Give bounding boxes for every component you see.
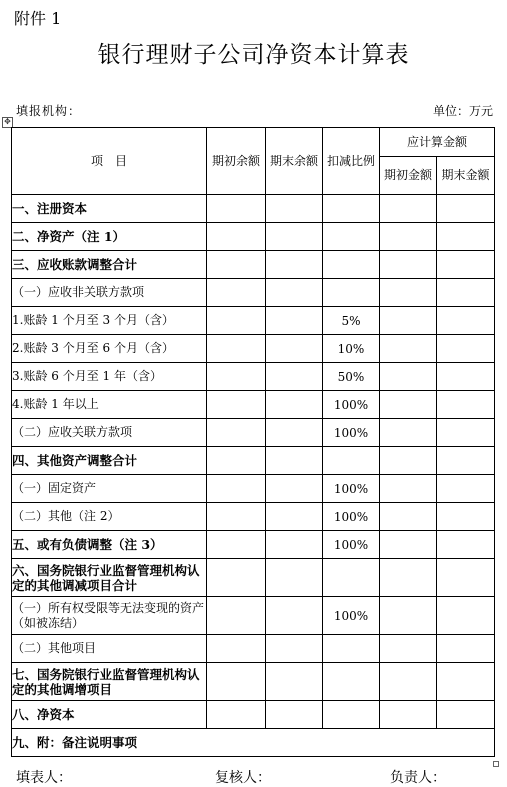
responsible-label: 负责人： (390, 770, 446, 786)
calc-end-cell[interactable] (437, 663, 495, 701)
calc-begin-cell[interactable] (380, 447, 437, 475)
notes-label: 九、附：备注说明事项 (12, 729, 495, 757)
begin-balance-cell[interactable] (207, 195, 266, 223)
row-label: （二）应收关联方款项 (12, 419, 207, 447)
row-label: 七、国务院银行业监督管理机构认定的其他调增项目 (12, 663, 207, 701)
table-row (12, 559, 495, 597)
begin-balance-cell[interactable] (207, 597, 266, 635)
calc-end-cell[interactable] (437, 559, 495, 597)
calc-begin-cell[interactable] (380, 531, 437, 559)
calc-end-cell[interactable] (437, 635, 495, 663)
calc-end-cell[interactable] (437, 475, 495, 503)
calc-end-cell[interactable] (437, 701, 495, 729)
filler-label: 填表人： (16, 770, 72, 786)
end-balance-cell[interactable] (266, 335, 323, 363)
calc-begin-cell[interactable] (380, 503, 437, 531)
row-label: （一）应收非关联方款项 (12, 279, 207, 307)
end-balance-cell[interactable] (266, 391, 323, 419)
row-label: 一、注册资本 (12, 195, 207, 223)
calc-end-cell[interactable] (437, 503, 495, 531)
end-balance-cell[interactable] (266, 597, 323, 635)
row-label: （一）固定资产 (12, 475, 207, 503)
end-balance-cell[interactable] (266, 635, 323, 663)
ratio-cell[interactable]: 100% (323, 475, 380, 503)
calc-begin-cell[interactable] (380, 597, 437, 635)
row-label: 2.账龄 3 个月至 6 个月（含） (12, 335, 207, 363)
ratio-cell[interactable]: 100% (323, 597, 380, 635)
table-row (12, 363, 495, 391)
end-balance-cell[interactable] (266, 475, 323, 503)
end-balance-cell[interactable] (266, 701, 323, 729)
header-calc-begin: 期初金额 (380, 157, 437, 195)
begin-balance-cell[interactable] (207, 419, 266, 447)
row-label: 六、国务院银行业监督管理机构认定的其他调减项目合计 (12, 559, 207, 597)
begin-balance-cell[interactable] (207, 363, 266, 391)
header-item: 项 目 (12, 128, 207, 195)
begin-balance-cell[interactable] (207, 279, 266, 307)
ratio-cell[interactable] (323, 447, 380, 475)
row-label: 4.账龄 1 年以上 (12, 391, 207, 419)
row-label: （二）其他（注 2） (12, 503, 207, 531)
ratio-cell[interactable] (323, 701, 380, 729)
calc-end-cell[interactable] (437, 597, 495, 635)
ratio-cell[interactable] (323, 635, 380, 663)
calc-end-cell[interactable] (437, 391, 495, 419)
ratio-cell[interactable]: 100% (323, 531, 380, 559)
ratio-cell[interactable]: 100% (323, 503, 380, 531)
ratio-cell[interactable] (323, 251, 380, 279)
calc-end-cell[interactable] (437, 531, 495, 559)
row-label: 三、应收账款调整合计 (12, 251, 207, 279)
begin-balance-cell[interactable] (207, 663, 266, 701)
header-calc-end: 期末金额 (437, 157, 495, 195)
begin-balance-cell[interactable] (207, 701, 266, 729)
calc-begin-cell[interactable] (380, 363, 437, 391)
table-row (12, 701, 495, 729)
table-row (12, 307, 495, 335)
end-balance-cell[interactable] (266, 531, 323, 559)
table-row (12, 531, 495, 559)
begin-balance-cell[interactable] (207, 559, 266, 597)
page-corner-marker (493, 761, 499, 767)
end-balance-cell[interactable] (266, 307, 323, 335)
begin-balance-cell[interactable] (207, 635, 266, 663)
reporting-institution-label: 填报机构： (16, 104, 82, 118)
calc-begin-cell[interactable] (380, 279, 437, 307)
annex-label: 附件 1 (14, 9, 62, 28)
end-balance-cell[interactable] (266, 223, 323, 251)
calc-begin-cell[interactable] (380, 419, 437, 447)
unit-label: 单位：万元 (432, 104, 493, 118)
calc-end-cell[interactable] (437, 279, 495, 307)
table-row (12, 391, 495, 419)
calc-begin-cell[interactable] (380, 223, 437, 251)
begin-balance-cell[interactable] (207, 223, 266, 251)
begin-balance-cell[interactable] (207, 531, 266, 559)
notes-row (12, 729, 495, 757)
end-balance-cell[interactable] (266, 363, 323, 391)
end-balance-cell[interactable] (266, 559, 323, 597)
header-begin-balance: 期初余额 (207, 128, 266, 195)
table-row (12, 195, 495, 223)
row-label: 二、净资产（注 1） (12, 223, 207, 251)
end-balance-cell[interactable] (266, 663, 323, 701)
table-row (12, 447, 495, 475)
begin-balance-cell[interactable] (207, 251, 266, 279)
calc-end-cell[interactable] (437, 195, 495, 223)
table-row (12, 663, 495, 701)
ratio-cell[interactable] (323, 663, 380, 701)
ratio-cell[interactable]: 50% (323, 363, 380, 391)
table-row (12, 503, 495, 531)
ratio-cell[interactable] (323, 223, 380, 251)
calc-end-cell[interactable] (437, 335, 495, 363)
row-label: 1.账龄 1 个月至 3 个月（含） (12, 307, 207, 335)
header-calc-amount: 应计算金额 (380, 128, 495, 157)
row-label: 五、或有负债调整（注 3） (12, 531, 207, 559)
table-move-handle-icon[interactable]: ✥ (2, 117, 13, 128)
end-balance-cell[interactable] (266, 419, 323, 447)
calc-begin-cell[interactable] (380, 701, 437, 729)
calc-end-cell[interactable] (437, 251, 495, 279)
table-row (12, 597, 495, 635)
table-row (12, 223, 495, 251)
begin-balance-cell[interactable] (207, 391, 266, 419)
calc-end-cell[interactable] (437, 363, 495, 391)
ratio-cell[interactable]: 100% (323, 391, 380, 419)
begin-balance-cell[interactable] (207, 475, 266, 503)
table-row (12, 419, 495, 447)
calc-begin-cell[interactable] (380, 475, 437, 503)
ratio-cell[interactable]: 100% (323, 419, 380, 447)
ratio-cell[interactable]: 5% (323, 307, 380, 335)
calc-begin-cell[interactable] (380, 307, 437, 335)
begin-balance-cell[interactable] (207, 335, 266, 363)
reviewer-label: 复核人： (215, 770, 271, 786)
header-deduction-ratio: 扣减比例 (323, 128, 380, 195)
table-row (12, 635, 495, 663)
end-balance-cell[interactable] (266, 251, 323, 279)
calc-end-cell[interactable] (437, 419, 495, 447)
calc-begin-cell[interactable] (380, 559, 437, 597)
calc-begin-cell[interactable] (380, 391, 437, 419)
calc-begin-cell[interactable] (380, 663, 437, 701)
begin-balance-cell[interactable] (207, 307, 266, 335)
row-label: 八、净资本 (12, 701, 207, 729)
net-capital-table (11, 127, 495, 757)
table-row (12, 251, 495, 279)
table-row (12, 279, 495, 307)
begin-balance-cell[interactable] (207, 503, 266, 531)
row-label: 3.账龄 6 个月至 1 年（含） (12, 363, 207, 391)
row-label: 四、其他资产调整合计 (12, 447, 207, 475)
begin-balance-cell[interactable] (207, 447, 266, 475)
table-row (12, 335, 495, 363)
calc-end-cell[interactable] (437, 223, 495, 251)
row-label: （二）其他项目 (12, 635, 207, 663)
calc-end-cell[interactable] (437, 447, 495, 475)
calc-begin-cell[interactable] (380, 251, 437, 279)
ratio-cell[interactable] (323, 279, 380, 307)
ratio-cell[interactable]: 10% (323, 335, 380, 363)
end-balance-cell[interactable] (266, 279, 323, 307)
calc-begin-cell[interactable] (380, 195, 437, 223)
end-balance-cell[interactable] (266, 503, 323, 531)
end-balance-cell[interactable] (266, 195, 323, 223)
ratio-cell[interactable] (323, 559, 380, 597)
table-row (12, 475, 495, 503)
calc-begin-cell[interactable] (380, 635, 437, 663)
header-end-balance: 期末余额 (266, 128, 323, 195)
calc-end-cell[interactable] (437, 307, 495, 335)
ratio-cell[interactable] (323, 195, 380, 223)
row-label: （一）所有权受限等无法变现的资产（如被冻结） (12, 597, 207, 635)
calc-begin-cell[interactable] (380, 335, 437, 363)
page-title: 银行理财子公司净资本计算表 (97, 42, 410, 68)
end-balance-cell[interactable] (266, 447, 323, 475)
